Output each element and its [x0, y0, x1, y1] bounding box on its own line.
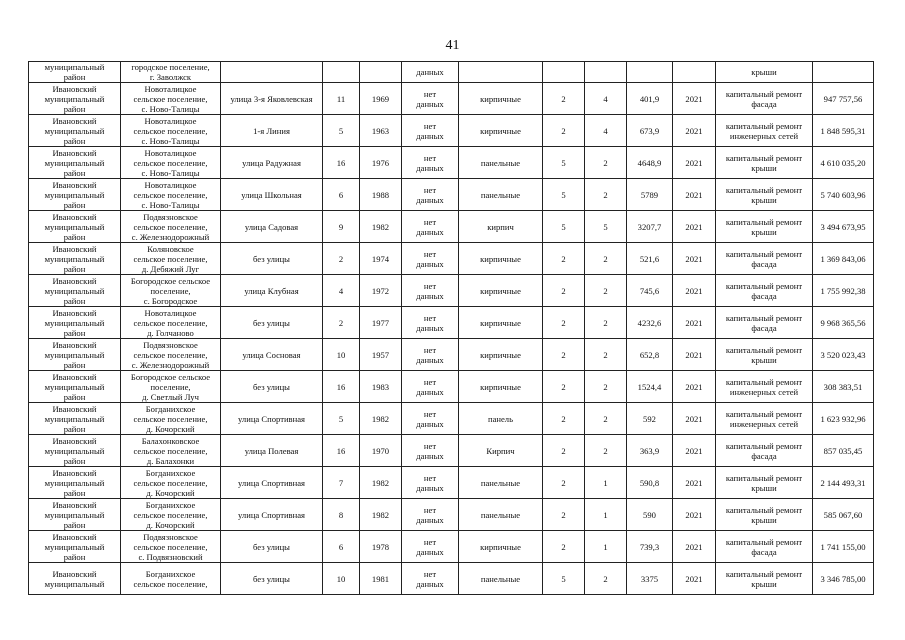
work-cell: капитальный ремонт фасада [716, 83, 813, 115]
plan-year-cell: 2021 [673, 275, 716, 307]
entrances-cell: 4 [585, 83, 627, 115]
year-cell: 1982 [360, 467, 402, 499]
district-cell: Ивановский муниципальный район [29, 499, 121, 531]
plan-year-cell: 2021 [673, 435, 716, 467]
area-cell: 4648,9 [627, 147, 673, 179]
year-cell: 1982 [360, 403, 402, 435]
district-cell: Ивановский муниципальный район [29, 307, 121, 339]
floors-cell: 2 [543, 371, 585, 403]
street-cell: без улицы [221, 563, 323, 595]
table-row [29, 371, 874, 403]
area-cell: 363,9 [627, 435, 673, 467]
street-cell: улица Полевая [221, 435, 323, 467]
work-cell: капитальный ремонт крыши [716, 211, 813, 243]
house-cell: 2 [323, 243, 360, 275]
work-cell: капитальный ремонт крыши [716, 179, 813, 211]
settlement-cell: Богданихское сельское поселение, [121, 563, 221, 595]
house-cell: 5 [323, 115, 360, 147]
floors-cell: 2 [543, 435, 585, 467]
table-row [29, 339, 874, 371]
area-cell: 590 [627, 499, 673, 531]
district-cell: Ивановский муниципальный район [29, 403, 121, 435]
plan-year-cell: 2021 [673, 563, 716, 595]
construction-cell: нет данных [402, 275, 459, 307]
work-cell: капитальный ремонт крыши [716, 147, 813, 179]
floors-cell: 2 [543, 403, 585, 435]
house-cell: 2 [323, 307, 360, 339]
house-cell: 9 [323, 211, 360, 243]
area-cell: 521,6 [627, 243, 673, 275]
house-cell: 4 [323, 275, 360, 307]
cost-cell: 1 848 595,31 [813, 115, 874, 147]
table-row [29, 435, 874, 467]
entrances-cell: 2 [585, 243, 627, 275]
plan-year-cell [673, 62, 716, 83]
floors-cell: 2 [543, 499, 585, 531]
entrances-cell: 4 [585, 115, 627, 147]
cost-cell: 2 144 493,31 [813, 467, 874, 499]
work-cell: капитальный ремонт фасада [716, 435, 813, 467]
year-cell: 1976 [360, 147, 402, 179]
floors-cell: 2 [543, 243, 585, 275]
settlement-cell: Новоталицкое сельское поселение, с. Ново-Талицы [121, 147, 221, 179]
walls-cell: кирпичные [459, 115, 543, 147]
district-cell: Ивановский муниципальный район [29, 115, 121, 147]
year-cell [360, 62, 402, 83]
district-cell: Ивановский муниципальный район [29, 211, 121, 243]
walls-cell: кирпичные [459, 83, 543, 115]
table-row [29, 275, 874, 307]
year-cell: 1974 [360, 243, 402, 275]
floors-cell: 2 [543, 467, 585, 499]
cost-cell: 3 494 673,95 [813, 211, 874, 243]
walls-cell: панельные [459, 147, 543, 179]
work-cell: капитальный ремонт крыши [716, 563, 813, 595]
floors-cell: 2 [543, 531, 585, 563]
construction-cell: нет данных [402, 531, 459, 563]
construction-cell: нет данных [402, 307, 459, 339]
area-cell: 5789 [627, 179, 673, 211]
walls-cell: кирпичные [459, 371, 543, 403]
plan-year-cell: 2021 [673, 403, 716, 435]
cost-cell: 308 383,51 [813, 371, 874, 403]
district-cell: Ивановский муниципальный район [29, 531, 121, 563]
floors-cell: 2 [543, 307, 585, 339]
plan-year-cell: 2021 [673, 499, 716, 531]
table-row [29, 147, 874, 179]
settlement-cell: Балахонковское сельское поселение, д. Балахонки [121, 435, 221, 467]
entrances-cell: 5 [585, 211, 627, 243]
settlement-cell: Подвязновское сельское поселение, с. Подвязновский [121, 531, 221, 563]
plan-year-cell: 2021 [673, 371, 716, 403]
street-cell: улица Школьная [221, 179, 323, 211]
street-cell: улица Спортивная [221, 467, 323, 499]
settlement-cell: Богданихское сельское поселение, д. Кочорский [121, 499, 221, 531]
house-cell: 6 [323, 179, 360, 211]
area-cell: 4232,6 [627, 307, 673, 339]
street-cell: улица Радужная [221, 147, 323, 179]
area-cell: 3375 [627, 563, 673, 595]
table-row [29, 115, 874, 147]
work-cell: капитальный ремонт фасада [716, 275, 813, 307]
work-cell: капитальный ремонт крыши [716, 499, 813, 531]
table-row [29, 499, 874, 531]
district-cell: Ивановский муниципальный район [29, 435, 121, 467]
area-cell: 401,9 [627, 83, 673, 115]
area-cell: 1524,4 [627, 371, 673, 403]
district-cell: Ивановский муниципальный район [29, 275, 121, 307]
floors-cell: 5 [543, 211, 585, 243]
cost-cell: 4 610 035,20 [813, 147, 874, 179]
house-cell: 5 [323, 403, 360, 435]
table-row [29, 62, 874, 83]
construction-cell: нет данных [402, 147, 459, 179]
entrances-cell: 2 [585, 147, 627, 179]
street-cell: улица Сосновая [221, 339, 323, 371]
construction-cell: нет данных [402, 499, 459, 531]
cost-cell: 1 369 843,06 [813, 243, 874, 275]
cost-cell: 1 755 992,38 [813, 275, 874, 307]
house-cell: 16 [323, 147, 360, 179]
housing-repair-table [28, 61, 874, 595]
house-cell: 8 [323, 499, 360, 531]
entrances-cell: 2 [585, 563, 627, 595]
district-cell: Ивановский муниципальный район [29, 467, 121, 499]
area-cell: 673,9 [627, 115, 673, 147]
entrances-cell: 1 [585, 531, 627, 563]
table-row [29, 211, 874, 243]
settlement-cell: Коляновское сельское поселение, д. Дебяжий Луг [121, 243, 221, 275]
construction-cell: нет данных [402, 115, 459, 147]
plan-year-cell: 2021 [673, 115, 716, 147]
cost-cell: 5 740 603,96 [813, 179, 874, 211]
plan-year-cell: 2021 [673, 211, 716, 243]
cost-cell: 857 035,45 [813, 435, 874, 467]
plan-year-cell: 2021 [673, 243, 716, 275]
entrances-cell: 2 [585, 435, 627, 467]
floors-cell: 5 [543, 563, 585, 595]
entrances-cell: 2 [585, 179, 627, 211]
year-cell: 1977 [360, 307, 402, 339]
year-cell: 1978 [360, 531, 402, 563]
construction-cell: нет данных [402, 435, 459, 467]
street-cell [221, 62, 323, 83]
year-cell: 1981 [360, 563, 402, 595]
table-row [29, 307, 874, 339]
year-cell: 1988 [360, 179, 402, 211]
district-cell: Ивановский муниципальный район [29, 243, 121, 275]
street-cell: 1-я Линия [221, 115, 323, 147]
walls-cell: панельные [459, 467, 543, 499]
street-cell: без улицы [221, 531, 323, 563]
area-cell: 3207,7 [627, 211, 673, 243]
street-cell: улица Клубная [221, 275, 323, 307]
house-cell: 16 [323, 371, 360, 403]
street-cell: улица Садовая [221, 211, 323, 243]
year-cell: 1982 [360, 211, 402, 243]
cost-cell: 9 968 365,56 [813, 307, 874, 339]
entrances-cell: 2 [585, 371, 627, 403]
settlement-cell: Богданихское сельское поселение, д. Кочорский [121, 403, 221, 435]
district-cell: Ивановский муниципальный район [29, 83, 121, 115]
construction-cell: нет данных [402, 211, 459, 243]
year-cell: 1982 [360, 499, 402, 531]
entrances-cell: 1 [585, 467, 627, 499]
walls-cell: панель [459, 403, 543, 435]
table-row [29, 179, 874, 211]
entrances-cell [585, 62, 627, 83]
table-row [29, 243, 874, 275]
plan-year-cell: 2021 [673, 147, 716, 179]
construction-cell: данных [402, 62, 459, 83]
table-row [29, 467, 874, 499]
floors-cell: 5 [543, 147, 585, 179]
house-cell [323, 62, 360, 83]
settlement-cell: Новоталицкое сельское поселение, с. Ново-Талицы [121, 179, 221, 211]
street-cell: улица Спортивная [221, 403, 323, 435]
entrances-cell: 2 [585, 307, 627, 339]
walls-cell: панельные [459, 179, 543, 211]
district-cell: Ивановский муниципальный район [29, 179, 121, 211]
settlement-cell: городское поселение, г. Заволжск [121, 62, 221, 83]
year-cell: 1963 [360, 115, 402, 147]
walls-cell: кирпичные [459, 307, 543, 339]
house-cell: 10 [323, 339, 360, 371]
settlement-cell: Новоталицкое сельское поселение, д. Голчаново [121, 307, 221, 339]
floors-cell: 2 [543, 83, 585, 115]
cost-cell: 585 067,60 [813, 499, 874, 531]
plan-year-cell: 2021 [673, 179, 716, 211]
construction-cell: нет данных [402, 371, 459, 403]
work-cell: капитальный ремонт фасада [716, 531, 813, 563]
table-row [29, 531, 874, 563]
walls-cell: кирпичные [459, 243, 543, 275]
street-cell: улица 3-я Яковлевская [221, 83, 323, 115]
floors-cell: 2 [543, 275, 585, 307]
area-cell: 590,8 [627, 467, 673, 499]
walls-cell: панельные [459, 499, 543, 531]
house-cell: 6 [323, 531, 360, 563]
floors-cell: 5 [543, 179, 585, 211]
settlement-cell: Новоталицкое сельское поселение, с. Ново-Талицы [121, 115, 221, 147]
house-cell: 10 [323, 563, 360, 595]
district-cell: Ивановский муниципальный район [29, 147, 121, 179]
district-cell: Ивановский муниципальный район [29, 371, 121, 403]
work-cell: капитальный ремонт крыши [716, 339, 813, 371]
street-cell: без улицы [221, 371, 323, 403]
plan-year-cell: 2021 [673, 339, 716, 371]
house-cell: 11 [323, 83, 360, 115]
construction-cell: нет данных [402, 563, 459, 595]
walls-cell [459, 62, 543, 83]
year-cell: 1972 [360, 275, 402, 307]
work-cell: капитальный ремонт инженерных сетей [716, 403, 813, 435]
settlement-cell: Новоталицкое сельское поселение, с. Ново-Талицы [121, 83, 221, 115]
area-cell [627, 62, 673, 83]
plan-year-cell: 2021 [673, 467, 716, 499]
entrances-cell: 1 [585, 499, 627, 531]
district-cell: Ивановский муниципальный район [29, 339, 121, 371]
district-cell: Ивановский муниципальный [29, 563, 121, 595]
area-cell: 652,8 [627, 339, 673, 371]
year-cell: 1969 [360, 83, 402, 115]
settlement-cell: Богданихское сельское поселение, д. Кочорский [121, 467, 221, 499]
walls-cell: кирпич [459, 211, 543, 243]
work-cell: капитальный ремонт фасада [716, 243, 813, 275]
cost-cell: 3 346 785,00 [813, 563, 874, 595]
plan-year-cell: 2021 [673, 531, 716, 563]
area-cell: 745,6 [627, 275, 673, 307]
table-row [29, 563, 874, 595]
entrances-cell: 2 [585, 403, 627, 435]
walls-cell: кирпичные [459, 339, 543, 371]
area-cell: 739,3 [627, 531, 673, 563]
floors-cell: 2 [543, 115, 585, 147]
year-cell: 1983 [360, 371, 402, 403]
walls-cell: кирпичные [459, 531, 543, 563]
plan-year-cell: 2021 [673, 83, 716, 115]
cost-cell: 3 520 023,43 [813, 339, 874, 371]
cost-cell: 1 741 155,00 [813, 531, 874, 563]
floors-cell [543, 62, 585, 83]
year-cell: 1970 [360, 435, 402, 467]
work-cell: капитальный ремонт крыши [716, 467, 813, 499]
construction-cell: нет данных [402, 403, 459, 435]
work-cell: капитальный ремонт инженерных сетей [716, 115, 813, 147]
settlement-cell: Богородское сельское поселение, д. Светлый Луч [121, 371, 221, 403]
cost-cell: 1 623 932,96 [813, 403, 874, 435]
street-cell: улица Спортивная [221, 499, 323, 531]
plan-year-cell: 2021 [673, 307, 716, 339]
street-cell: без улицы [221, 243, 323, 275]
entrances-cell: 2 [585, 339, 627, 371]
district-cell: муниципальный район [29, 62, 121, 83]
construction-cell: нет данных [402, 467, 459, 499]
house-cell: 7 [323, 467, 360, 499]
construction-cell: нет данных [402, 243, 459, 275]
settlement-cell: Богородское сельское поселение, с. Богородское [121, 275, 221, 307]
construction-cell: нет данных [402, 339, 459, 371]
table-row [29, 83, 874, 115]
floors-cell: 2 [543, 339, 585, 371]
street-cell: без улицы [221, 307, 323, 339]
work-cell: капитальный ремонт инженерных сетей [716, 371, 813, 403]
settlement-cell: Подвязновское сельское поселение, с. Железнодорожный [121, 211, 221, 243]
page-number: 41 [445, 38, 460, 53]
walls-cell: панельные [459, 563, 543, 595]
work-cell: крыши [716, 62, 813, 83]
table-row [29, 403, 874, 435]
construction-cell: нет данных [402, 179, 459, 211]
year-cell: 1957 [360, 339, 402, 371]
walls-cell: кирпичные [459, 275, 543, 307]
cost-cell [813, 62, 874, 83]
settlement-cell: Подвязновское сельское поселение, с. Железнодорожный [121, 339, 221, 371]
house-cell: 16 [323, 435, 360, 467]
work-cell: капитальный ремонт фасада [716, 307, 813, 339]
construction-cell: нет данных [402, 83, 459, 115]
entrances-cell: 2 [585, 275, 627, 307]
area-cell: 592 [627, 403, 673, 435]
cost-cell: 947 757,56 [813, 83, 874, 115]
walls-cell: Кирпич [459, 435, 543, 467]
